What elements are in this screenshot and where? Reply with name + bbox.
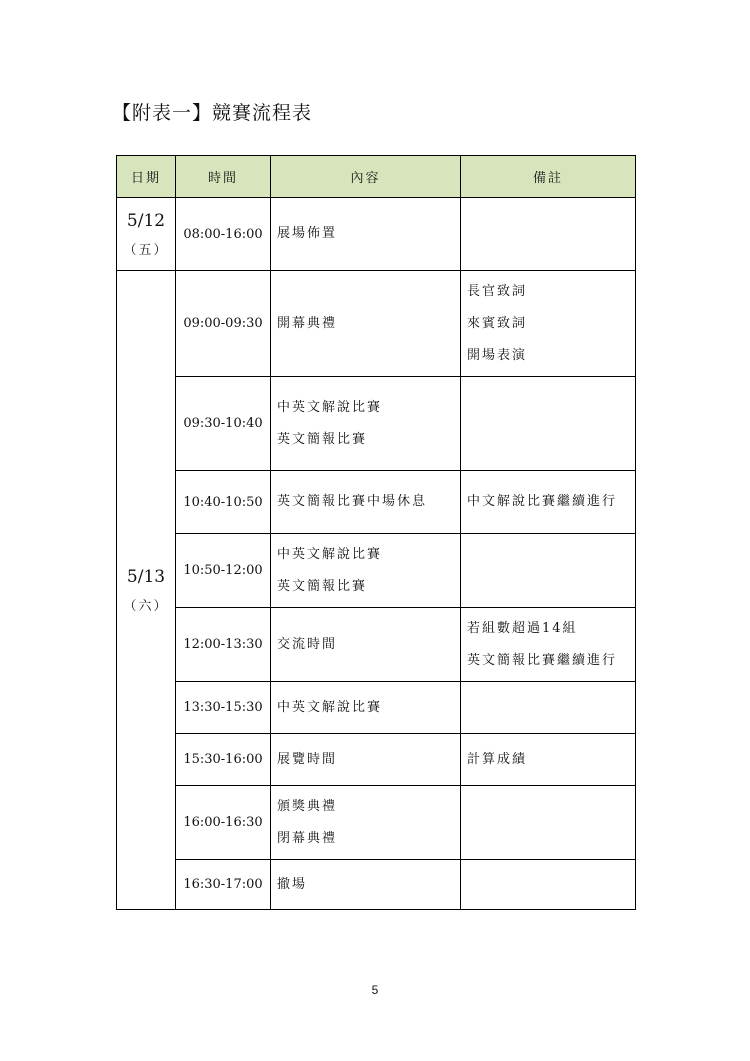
note-cell [461,471,636,534]
content-line: 展覽時間 [277,751,338,767]
content-cell [271,271,461,377]
content-cell [271,608,461,682]
content-cell [271,734,461,786]
note-cell [461,198,636,271]
note-line: 英文簡報比賽繼續進行 [467,652,618,668]
date-text: 5/13 [126,566,166,587]
time-cell: 16:30-17:00 [176,860,271,910]
time-cell: 16:00-16:30 [176,786,271,860]
page-number: 5 [371,983,379,997]
date-text: 5/12 [126,210,166,231]
table-row [117,786,636,860]
content-line: 英文簡報比賽中場休息 [277,494,428,509]
table-row [117,271,636,377]
note-line: 開場表演 [467,347,528,363]
header-date: 日期 [117,156,176,198]
content-line: 頒獎典禮 [277,798,338,814]
content-line: 閉幕典禮 [277,830,338,846]
content-cell [271,377,461,471]
weekday-text: （六） [123,598,169,614]
time-cell: 09:00-09:30 [176,271,271,377]
note-cell [461,860,636,910]
table-row [117,682,636,734]
table-row [117,534,636,608]
schedule-table [116,155,636,910]
content-line: 展場佈置 [277,226,338,241]
note-cell [461,786,636,860]
table-row [117,734,636,786]
header-time: 時間 [176,156,271,198]
header-note: 備註 [461,156,636,198]
page-title: 【附表一】競賽流程表 [112,102,313,124]
table-row [117,198,636,271]
content-cell [271,198,461,271]
content-cell [271,534,461,608]
note-cell [461,608,636,682]
content-line: 撤場 [277,876,308,892]
table-row [117,860,636,910]
note-cell [461,734,636,786]
time-cell: 10:40-10:50 [176,471,271,534]
time-cell: 15:30-16:00 [176,734,271,786]
note-line: 中文解說比賽繼續進行 [467,494,618,509]
content-line: 英文簡報比賽 [277,431,368,447]
content-line: 開幕典禮 [277,315,338,331]
time-cell: 09:30-10:40 [176,377,271,471]
note-cell [461,377,636,471]
note-line: 來賓致詞 [467,315,528,331]
content-cell [271,860,461,910]
table-header-row [117,156,636,198]
table-row [117,377,636,471]
time-cell: 08:00-16:00 [176,198,271,271]
content-line: 交流時間 [277,636,338,652]
time-cell: 12:00-13:30 [176,608,271,682]
content-cell [271,471,461,534]
table-row [117,471,636,534]
content-line: 中英文解說比賽 [277,699,383,715]
content-line: 英文簡報比賽 [277,578,368,594]
note-line: 長官致詞 [467,283,528,299]
content-cell [271,682,461,734]
note-line: 計算成績 [467,751,528,767]
note-line: 若組數超過14組 [467,620,578,636]
content-line: 中英文解說比賽 [277,546,383,562]
content-cell [271,786,461,860]
time-cell: 13:30-15:30 [176,682,271,734]
content-line: 中英文解說比賽 [277,399,383,415]
note-cell [461,534,636,608]
table-row [117,608,636,682]
note-cell [461,271,636,377]
weekday-text: （五） [123,242,169,258]
header-content: 內容 [271,156,461,198]
date-cell [117,271,176,910]
date-cell [117,198,176,271]
time-cell: 10:50-12:00 [176,534,271,608]
note-cell [461,682,636,734]
